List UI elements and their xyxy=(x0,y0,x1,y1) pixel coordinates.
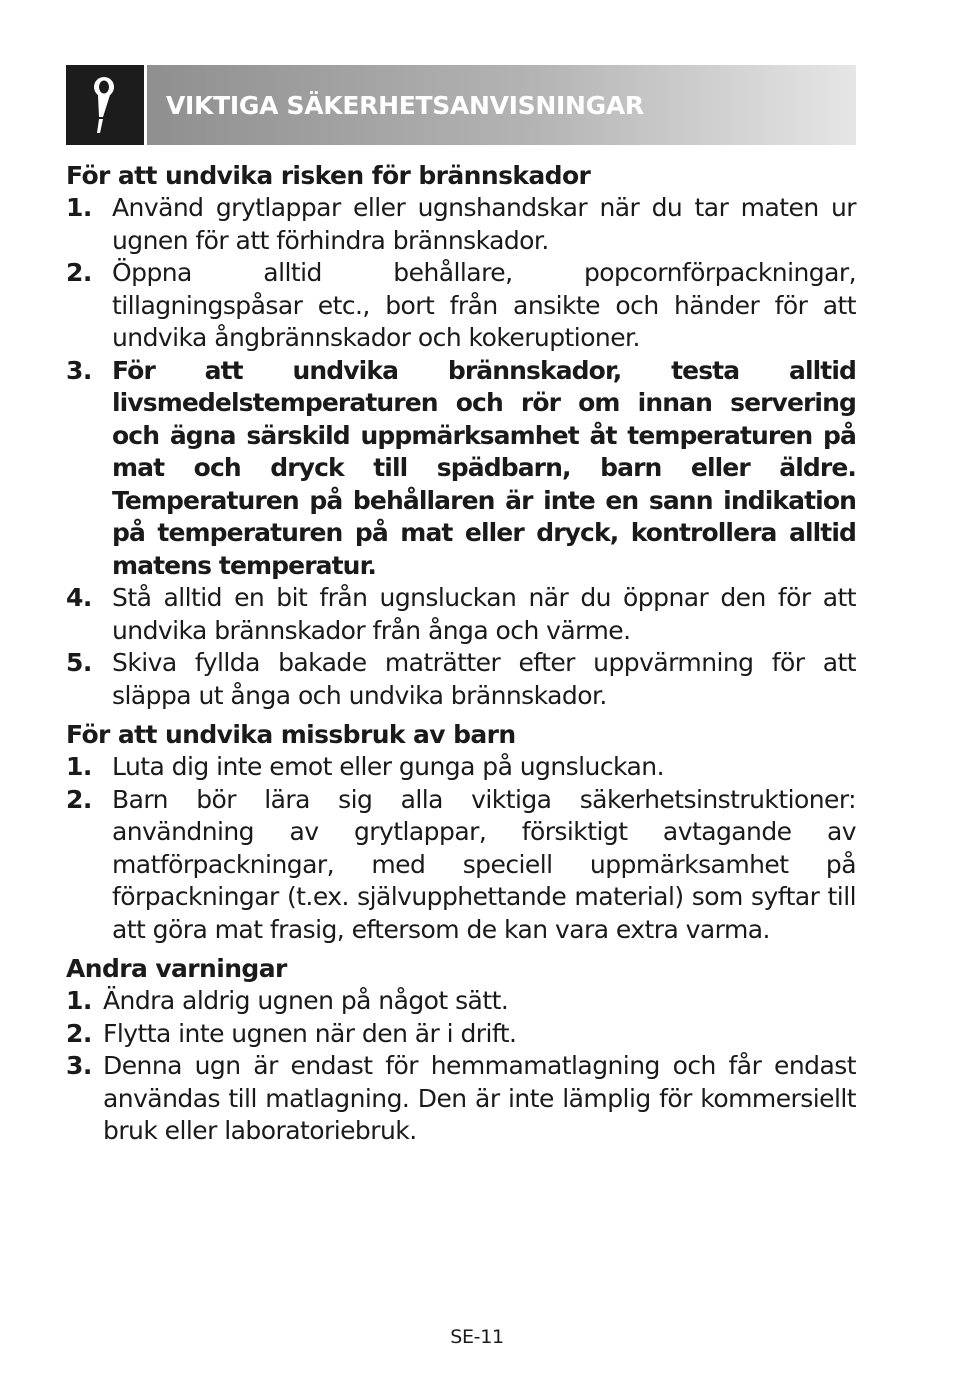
item-text: För att undvika brännskador, testa alltid livsmedelstemperaturen och rör om innan servering och ägna särskild uppmärksamhet åt temperaturen på mat och dryck till spädbarn, barn eller äldre. Temperaturen på behållaren är inte en sann indikation på temperaturen på mat eller dryck, kontrollera alltid matens temperatur. xyxy=(112,355,856,580)
item-text: Använd grytlappar eller ugnshandskar när du tar maten ur ugnen för att förhindra brännskador. xyxy=(112,193,856,255)
item-text: Flytta inte ugnen när den är i drift. xyxy=(103,1018,517,1048)
list-item xyxy=(66,257,856,355)
item-number: 4. xyxy=(66,583,92,612)
item-text: Barn bör lära sig alla viktiga säkerhetsinstruktioner: användning av grytlappar, försiktigt avtagande av matförpackningar, med speciell uppmärksamhet på förpackningar (t.ex. självupphettande material) som syftar till att göra mat frasig, eftersom de kan vara extra varma. xyxy=(112,784,856,944)
list-item xyxy=(66,192,856,257)
item-text: Skiva fyllda bakade maträtter efter uppvärmning för att släppa ut ånga och undvika brännskador. xyxy=(112,648,856,710)
important-note-icon xyxy=(86,75,122,137)
list-item xyxy=(66,1018,856,1051)
item-number: 5. xyxy=(66,648,92,677)
section-heading-burns: För att undvika risken för brännskador xyxy=(66,161,591,190)
page-content xyxy=(66,160,856,1148)
item-number: 3. xyxy=(66,1051,92,1080)
item-number: 2. xyxy=(66,784,92,814)
item-text: Ändra aldrig ugnen på något sätt. xyxy=(103,986,509,1015)
list-item xyxy=(66,647,856,712)
list-item xyxy=(66,784,856,947)
list-item xyxy=(66,751,856,784)
item-text: Öppna alltid behållare, popcornförpackningar, tillagningspåsar etc., bort från ansikte och händer för att undvika ångbrännskador och kokeruptioner. xyxy=(112,258,856,352)
header-icon-box xyxy=(66,65,144,145)
section-heading-child-safety: För att undvika missbruk av barn xyxy=(66,720,516,749)
page-number: SE-11 xyxy=(450,1326,504,1348)
list-item xyxy=(66,582,856,647)
list-item xyxy=(66,985,856,1018)
item-number: 1. xyxy=(66,193,92,222)
item-number: 2. xyxy=(66,1018,92,1048)
item-text: Luta dig inte emot eller gunga på ugnsluckan. xyxy=(112,752,664,781)
child-safety-list xyxy=(66,751,856,946)
item-number: 1. xyxy=(66,986,92,1015)
item-text: Denna ugn är endast för hemmamatlagning och får endast användas till matlagning. Den är inte lämplig för kommersiellt bruk eller laboratoriebruk. xyxy=(103,1051,856,1145)
other-warnings-list xyxy=(66,985,856,1148)
section-header xyxy=(66,65,856,145)
header-title: VIKTIGA SÄKERHETSANVISNINGAR xyxy=(166,90,644,120)
section-heading-other-warnings: Andra varningar xyxy=(66,954,287,983)
list-item xyxy=(66,1050,856,1148)
item-number: 3. xyxy=(66,355,92,385)
burns-list xyxy=(66,192,856,712)
list-item xyxy=(66,355,856,583)
item-number: 2. xyxy=(66,258,92,287)
header-band xyxy=(147,65,856,145)
item-number: 1. xyxy=(66,752,92,781)
item-text: Stå alltid en bit från ugnsluckan när du öppnar den för att undvika brännskador från ånga och värme. xyxy=(112,583,856,645)
